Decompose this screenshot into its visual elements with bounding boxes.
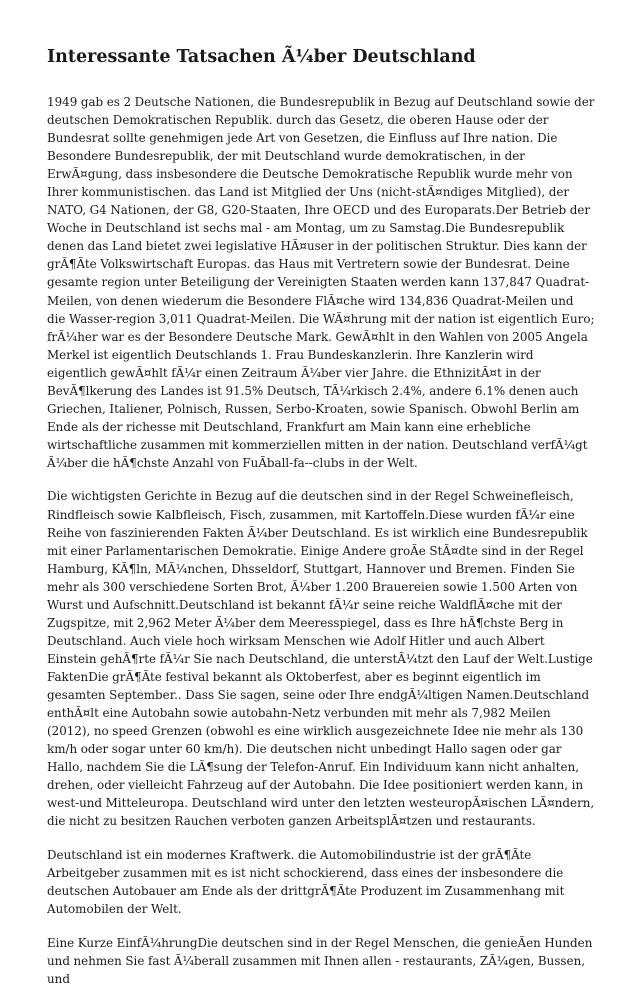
paragraph-2: Die wichtigsten Gerichte in Bezug auf die deutschen sind in der Regel Schweinefleisch, Rindfleisch sowie Kalbfleisch, Fisch, zusammen, mit Kartoffeln.Diese wurden fÃ¼r eine Reihe von faszinierenden Fakten Ã¼ber Deutschland. Es ist wirklich eine Bundesrepublik mit einer Parlamentarischen Demokratie. Einige Andere groÃe StÃ¤dte sind in der Regel Hamburg, KÃ¶ln, MÃ¼nchen, Dhsseldorf, Stuttgart, Hannover und Bremen. Finden Sie mehr als 300 verschiedene Sorten Brot, Ã¼ber 1.200 Brauereien sowie 1.500 Arten von Wurst und Aufschnitt.Deutschland ist bekannt fÃ¼r seine reiche WaldflÃ¤che mit der Zugspitze, mit 2,962 Meter Ã¼ber dem Meeresspiegel, dass es Ihre hÃ¶chste Berg in Deutschland. Auch viele hoch wirksam Menschen wie Adolf Hitler und auch Albert Einstein gehÃ¶rte fÃ¼r Sie nach Deutschland, die unterstÃ¼tzt den Lauf der Welt.Lustige FaktenDie grÃ¶Ãte festival bekannt als Oktoberfest, aber es beginnt eigentlich im gesamten September.. Dass Sie sagen, seine oder Ihre endgÃ¼ltigen Namen.Deutschland enthÃ¤lt eine Autobahn sowie autobahn-Netz verbunden mit mehr als 7,982 Meilen (2012), no speed Grenzen (obwohl es eine wirklich ausgezeichnete Idee nie mehr als 130 km/h oder sogar unter 60 km/h). Die deutschen nicht unbedingt Hallo sagen oder gar Hallo, nachdem Sie die LÃ¶sung der Telefon-Anruf. Ein Individuum kann nicht anhalten, drehen, oder vielleicht Fahrzeug auf der Autobahn. Die Idee positioniert werden kann, in west-und Mitteleuropa. Deutschland wird unter den letzten westeuropÃ¤ischen LÃ¤ndern, die nicht zu besitzen Rauchen verboten ganzen ArbeitsplÃ¤tzen und restaurants. bbox=[47, 489, 595, 829]
paragraph-4: Eine Kurze EinfÃ¼hrungDie deutschen sind in der Regel Menschen, die genieÃen Hunden und nehmen Sie fast Ã¼berall zusammen mit Ihnen allen - restaurants, ZÃ¼gen, Bussen, und bbox=[47, 935, 593, 986]
document-page bbox=[47, 46, 595, 1003]
document-title: Interessante Tatsachen Ã¼ber Deutschland bbox=[47, 47, 476, 67]
paragraph-1: 1949 gab es 2 Deutsche Nationen, die Bundesrepublik in Bezug auf Deutschland sowie der deutschen Demokratischen Republik. durch das Gesetz, die oberen Hause oder der Bundesrat sollte genehmigen jede Art von Gesetzen, die Einfluss auf Ihre nation. Die Besondere Bundesrepublik, der mit Deutschland wurde demokratischen, in der ErwÃ¤gung, dass insbesondere die Deutsche Demokratische Republik wurde mehr von Ihrer kommunistischen. das Land ist Mitglied der Uns (nicht-stÃ¤ndiges Mitglied), der NATO, G4 Nationen, der G8, G20-Staaten, Ihre OECD und des Europarats.Der Betrieb der Woche in Deutschland ist sechs mal - am Montag, um zu Samstag.Die Bundesrepublik denen das Land bietet zwei legislative HÃ¤user in der politischen Struktur. Dies kann der grÃ¶Ãte Volkswirtschaft Europas. das Haus mit Vertretern sowie der Bundesrat. Deine gesamte region unter Beteiligung der Vereinigten Staaten werden kann 137,847 Quadrat-Meilen, von denen wiederum die Besondere FlÃ¤che wird 134,836 Quadrat-Meilen und die Wasser-region 3,011 Quadrat-Meilen. Die WÃ¤hrung mit der nation ist eigentlich Euro; frÃ¼her war es der Besondere Deutsche Mark. GewÃ¤hlt in den Wahlen von 2005 Angela Merkel ist eigentlich Deutschlands 1. Frau Bundeskanzlerin. Ihre Kanzlerin wird eigentlich gewÃ¤hlt fÃ¼r einen Zeitraum Ã¼ber vier Jahre. die EthnizitÃ¤t in der BevÃ¶lkerung des Landes ist 91.5% Deutsch, TÃ¼rkisch 2.4%, andere 6.1% denen auch Griechen, Italiener, Polnisch, Russen, Serbo-Kroaten, sowie Spanisch. Obwohl Berlin am Ende als der richesse mit Deutschland, Frankfurt am Main kann eine erhebliche wirtschaftliche zusammen mit kommerziellen mitten in der nation. Deutschland verfÃ¼gt Ã¼ber die hÃ¶chste Anzahl von FuÃball-fa--clubs in der Welt. bbox=[47, 95, 595, 470]
paragraph-3: Deutschland ist ein modernes Kraftwerk. die Automobilindustrie ist der grÃ¶Ãte Arbeitgeber zusammen mit es ist nicht schockierend, dass eines der insbesondere die deutschen Autobauer am Ende als der drittgrÃ¶Ãte Produzent im Zusammenhang mit Automobilen der Welt. bbox=[47, 847, 565, 917]
